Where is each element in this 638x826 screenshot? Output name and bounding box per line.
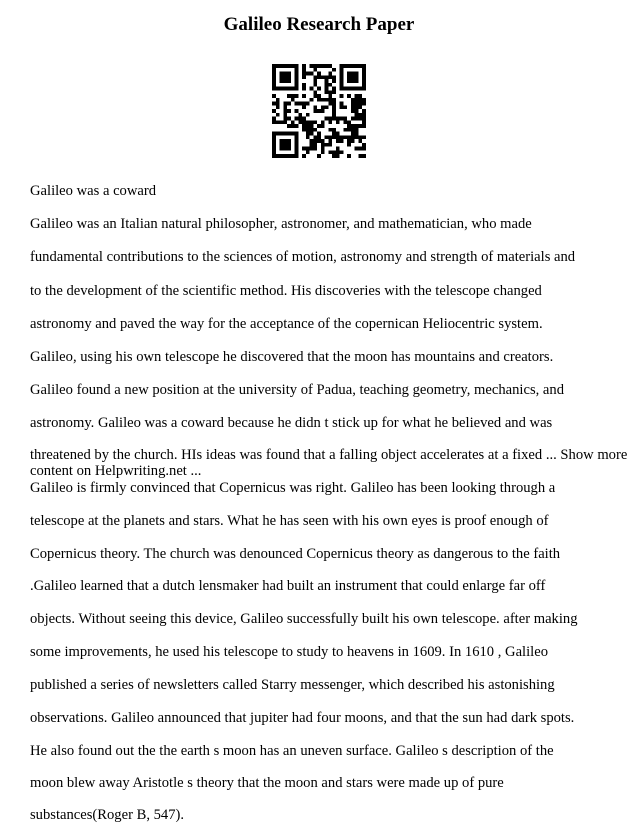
line: observations. Galileo announced that jupiter had four moons, and that the sun had dark spots. <box>30 710 575 726</box>
line: substances(Roger B, 547). <box>30 807 185 823</box>
line: fundamental contributions to the sciences of motion, astronomy and strength of materials and <box>30 249 576 265</box>
line: .Galileo learned that a dutch lensmaker had built an instrument that could enlarge far off <box>30 578 546 594</box>
line: He also found out the the earth s moon has an uneven surface. Galileo s description of the <box>30 743 554 759</box>
line: objects. Without seeing this device, Galileo successfully built his own telescope. after making <box>30 611 578 627</box>
line: content on Helpwriting.net ... <box>30 463 202 479</box>
line: Galileo is firmly convinced that Copernicus was right. Galileo has been looking through a <box>30 480 556 496</box>
line: published a series of newsletters called Starry messenger, which described his astonishing <box>30 677 555 693</box>
line: to the development of the scientific method. His discoveries with the telescope changed <box>30 283 542 299</box>
line: Galileo was an Italian natural philosopher, astronomer, and mathematician, who made <box>30 216 532 232</box>
qr-code <box>272 64 366 158</box>
line: astronomy and paved the way for the acceptance of the copernican Heliocentric system. <box>30 316 543 332</box>
line: moon blew away Aristotle s theory that the moon and stars were made up of pure <box>30 775 504 791</box>
line: some improvements, he used his telescope to study to heavens in 1609. In 1610 , Galileo <box>30 644 548 660</box>
line: threatened by the church. HIs ideas was found that a falling object accelerates at a fixed ... Show more <box>30 447 628 463</box>
line: telescope at the planets and stars. What he has seen with his own eyes is proof enough of <box>30 513 549 529</box>
line: Galileo found a new position at the university of Padua, teaching geometry, mechanics, and <box>30 382 565 398</box>
line: astronomy. Galileo was a coward because he didn t stick up for what he believed and was <box>30 415 553 431</box>
line: Copernicus theory. The church was denounced Copernicus theory as dangerous to the faith <box>30 546 561 562</box>
line: Galileo was a coward <box>30 183 157 199</box>
document-title: Galileo Research Paper <box>223 14 415 35</box>
line: Galileo, using his own telescope he discovered that the moon has mountains and creators. <box>30 349 554 365</box>
